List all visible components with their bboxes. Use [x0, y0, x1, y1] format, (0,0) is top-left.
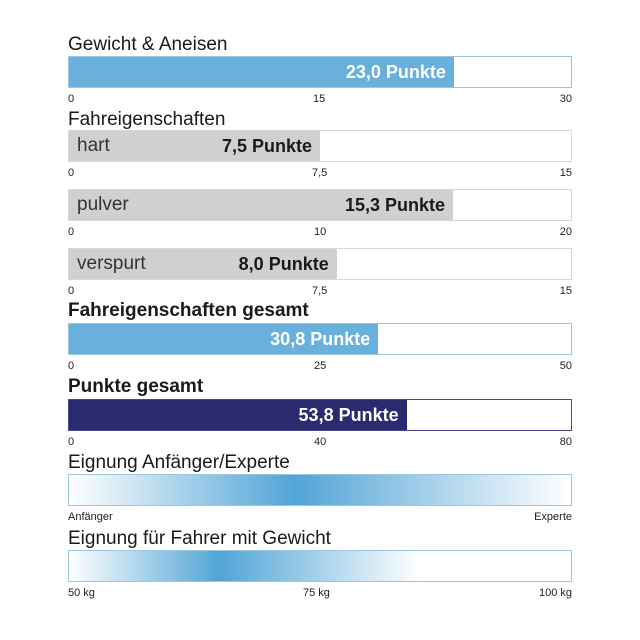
group-title-fahreigenschaften: Fahreigenschaften: [68, 109, 226, 130]
tick-weight-min: 50 kg: [68, 587, 95, 599]
suitability-track-weight: [68, 550, 572, 582]
tick-gewicht-mid: 15: [313, 93, 326, 105]
bar-track-punkte-gesamt: [68, 399, 572, 431]
tick-punkte-gesamt-max: 80: [559, 436, 572, 448]
bar-title-fahr-gesamt: Fahreigenschaften gesamt: [68, 300, 309, 321]
tick-hart-min: 0: [68, 167, 75, 179]
tick-fahr-gesamt-min: 0: [68, 360, 75, 372]
tick-weight-max: 100 kg: [538, 587, 572, 599]
value-label-gewicht: 23,0 Punkte: [345, 61, 446, 82]
tick-punkte-gesamt-mid: 40: [314, 436, 327, 448]
tick-hart-max: 15: [559, 167, 572, 179]
tick-fahr-gesamt-max: 50: [559, 360, 572, 372]
value-label-verspurt: 8,0 Punkte: [238, 253, 329, 274]
tick-hart-mid: 7,5: [312, 167, 328, 179]
bar-title-punkte-gesamt: Punkte gesamt: [68, 376, 204, 397]
suitability-title-level: Eignung Anfänger/Experte: [68, 452, 290, 473]
tick-verspurt-min: 0: [68, 285, 75, 297]
suitability-gradient-weight: [69, 551, 571, 581]
value-label-pulver: 15,3 Punkte: [344, 194, 446, 215]
bar-title-gewicht: Gewicht & Aneisen: [68, 34, 228, 55]
tick-weight-mid: 75 kg: [303, 587, 330, 599]
tick-gewicht-min: 0: [68, 93, 75, 105]
tick-pulver-mid: 10: [314, 226, 327, 238]
tick-verspurt-mid: 7,5: [312, 285, 328, 297]
suitability-track-level: [68, 474, 572, 506]
value-label-punkte-gesamt: 53,8 Punkte: [298, 404, 399, 425]
tick-level-min: Anfänger: [68, 511, 113, 523]
suitability-gradient-level: [69, 475, 571, 505]
tick-punkte-gesamt-min: 0: [68, 436, 75, 448]
tick-pulver-max: 20: [559, 226, 572, 238]
value-label-hart: 7,5 Punkte: [221, 135, 312, 156]
bar-track-gewicht: [68, 56, 572, 88]
tick-verspurt-max: 15: [559, 285, 572, 297]
bar-track-verspurt: [68, 248, 572, 280]
bar-label-hart: hart: [77, 135, 110, 156]
bar-track-fahr-gesamt: [68, 323, 572, 355]
tick-fahr-gesamt-mid: 25: [314, 360, 327, 372]
bar-track-pulver: [68, 189, 572, 221]
value-label-fahr-gesamt: 30,8 Punkte: [270, 328, 371, 349]
bar-label-verspurt: verspurt: [77, 253, 146, 274]
tick-pulver-min: 0: [68, 226, 75, 238]
tick-level-max: Experte: [534, 511, 572, 523]
bar-label-pulver: pulver: [77, 194, 129, 215]
tick-gewicht-max: 30: [559, 93, 572, 105]
suitability-title-weight: Eignung für Fahrer mit Gewicht: [68, 528, 331, 549]
bar-track-hart: [68, 130, 572, 162]
